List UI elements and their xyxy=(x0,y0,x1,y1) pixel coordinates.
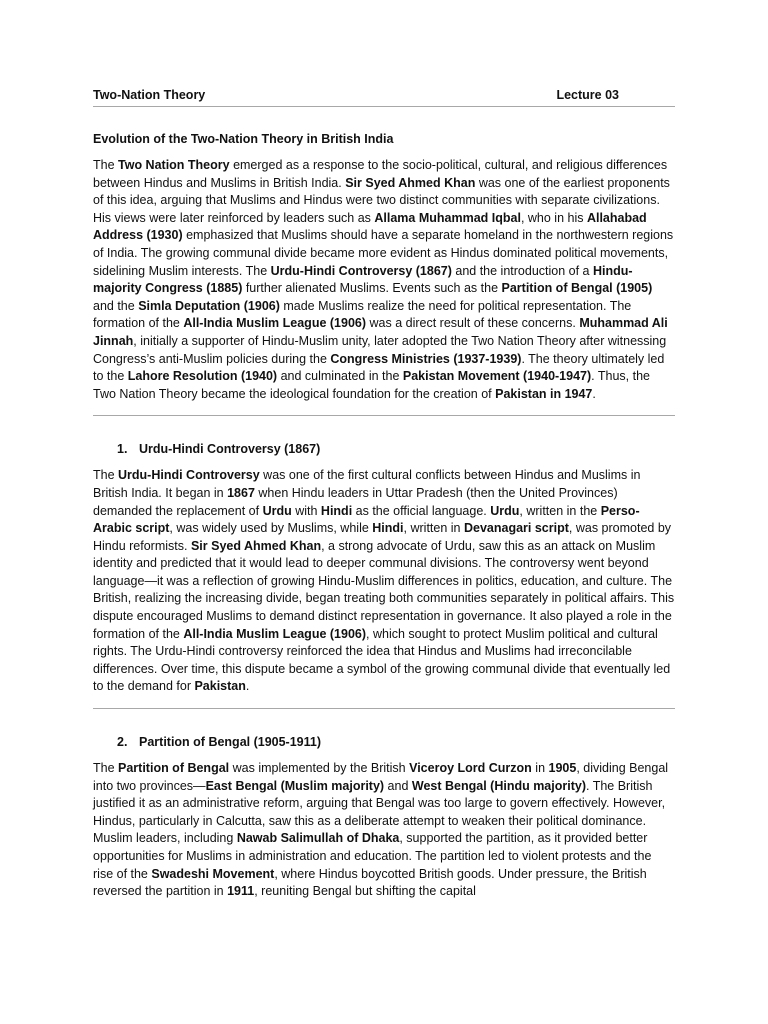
text-run: . xyxy=(592,386,596,401)
page-content xyxy=(93,86,675,901)
bold-term: Pakistan xyxy=(194,679,246,694)
bold-term: All-India Muslim League (1906) xyxy=(183,626,367,641)
bold-term: Urdu-Hindi Controversy (1867) xyxy=(270,263,452,278)
text-run: , initially a supporter of Hindu-Muslim unity, later adopted the Two Nation Theory after witnessing Congress’s anti-Muslim policies during the xyxy=(93,333,667,366)
bold-term: Allahabad Address (1930) xyxy=(93,210,647,243)
section-paragraph-urdu-hindi xyxy=(93,467,675,696)
text-run: . xyxy=(245,679,250,694)
section-heading-partition-bengal xyxy=(117,735,675,749)
text-run: was one of the first cultural conflicts between Hindus and Muslims in British India. It began in xyxy=(93,468,641,500)
bold-term: Simla Deputation (1906) xyxy=(138,298,280,313)
text-run: , who in his xyxy=(520,210,587,225)
bold-term: Perso-Arabic script xyxy=(93,503,640,536)
bold-term: Urdu-Hindi Controversy xyxy=(118,468,260,483)
text-run: emphasized that Muslims should have a separate homeland in the northwestern regions of India. The growing communal divide became more evident as Hindus dominated political movements, sidelining Muslim interests. The xyxy=(93,228,674,278)
intro-heading: Evolution of the Two-Nation Theory in British India xyxy=(93,132,394,146)
text-run: emerged as a response to the socio-political, cultural, and religious differences between Hindus and Muslims in British India. xyxy=(93,158,668,190)
bold-term: West Bengal (Hindu majority) xyxy=(411,778,586,793)
bold-term: Sir Syed Ahmed Khan xyxy=(190,538,322,553)
text-run: . The theory ultimately led to the xyxy=(93,351,665,384)
text-run: , where Hindus boycotted British goods. Under pressure, the British reversed the partition in xyxy=(93,866,647,899)
bold-term: Viceroy Lord Curzon xyxy=(409,761,532,776)
section-title: Partition of Bengal (1905-1911) xyxy=(139,735,322,750)
page-header xyxy=(93,86,675,106)
text-run: as the official language. xyxy=(352,503,491,518)
bold-term: 1867 xyxy=(227,485,255,500)
text-run: , was promoted by Hindu reformists. xyxy=(93,521,672,553)
text-run: , dividing Bengal into two provinces— xyxy=(93,761,669,793)
bold-term: Muhammad Ali Jinnah xyxy=(93,316,668,348)
section-title: Urdu-Hindi Controversy (1867) xyxy=(139,442,321,457)
text-run: with xyxy=(291,503,321,518)
text-run: The xyxy=(93,158,119,172)
text-run: and culminated in the xyxy=(277,369,403,384)
text-run: , was widely used by Muslims, while xyxy=(169,521,373,536)
text-run: , which sought to protect Muslim political and cultural rights. The Urdu-Hindi controversy reinforced the idea that Hindus and Muslims had irreconcilable differences. Over time, this dispute became a symbol of the growing communal divide that eventually led to the demand for xyxy=(93,626,671,694)
bold-term: Pakistan Movement (1940-1947) xyxy=(402,369,592,384)
bold-term: Sir Syed Ahmed Khan xyxy=(345,175,476,190)
header-title: Two-Nation Theory xyxy=(93,88,206,102)
text-run: . Thus, the Two Nation Theory became the ideological foundation for the creation of xyxy=(93,369,650,401)
bold-term: Hindu-majority Congress (1885) xyxy=(93,263,633,296)
section-heading-urdu-hindi xyxy=(117,442,675,456)
text-run: was implemented by the British xyxy=(229,761,410,776)
text-run: was a direct result of these concerns. xyxy=(366,316,580,331)
text-run: was one of the earliest proponents of this idea, arguing that Muslims and Hindus were two distinct communities with separate civilizations. His views were later reinforced by leaders such as xyxy=(93,175,670,225)
section-divider xyxy=(93,415,675,416)
bold-term: Allama Muhammad Iqbal xyxy=(374,210,521,225)
text-run: when Hindu leaders in Uttar Pradesh (then the United Provinces) demanded the replacement of xyxy=(93,485,618,518)
header-lecture-number: Lecture 03 xyxy=(556,88,619,102)
section-paragraph-partition-bengal xyxy=(93,760,675,901)
bold-term: Pakistan in 1947 xyxy=(495,386,593,401)
bold-term: Devanagari script xyxy=(463,521,569,536)
text-run: further alienated Muslims. Events such as the xyxy=(242,281,502,296)
bold-term: Two Nation Theory xyxy=(118,158,230,172)
bold-term: Urdu xyxy=(490,503,520,518)
bold-term: Partition of Bengal (1905) xyxy=(501,281,653,296)
text-run: The xyxy=(93,468,119,483)
header-divider xyxy=(93,106,675,107)
bold-term: East Bengal (Muslim majority) xyxy=(205,778,385,793)
bold-term: All-India Muslim League (1906) xyxy=(183,316,367,331)
text-run: and the introduction of a xyxy=(451,263,593,278)
text-run: , a strong advocate of Urdu, saw this as an attack on Muslim identity and predicted that it would lead to deeper communal divisions. The controversy went beyond language—it was a reflection of growing Hindu-Muslim differences in politics, education, and culture. The British, realizing the increasing divide, began treating both communities separately in political affairs. This dispute encouraged Muslims to demand distinct representation in governance. It also played a role in the formation of the xyxy=(93,538,675,641)
intro-paragraph xyxy=(93,157,675,403)
text-run: and xyxy=(384,778,412,793)
bold-term: Congress Ministries (1937-1939) xyxy=(330,351,522,366)
bold-term: Lahore Resolution (1940) xyxy=(127,369,278,384)
bold-term: Partition of Bengal xyxy=(118,761,230,776)
text-run: and the xyxy=(93,298,139,313)
text-run: in xyxy=(531,761,549,776)
text-run: made Muslims realize the need for political representation. The formation of the xyxy=(93,298,632,331)
bold-term: Hindi xyxy=(372,521,404,536)
text-run: , written in the xyxy=(519,503,601,518)
bold-term: Swadeshi Movement xyxy=(151,866,275,881)
text-run: . The British justified it as an administrative reform, arguing that Bengal was too large to govern effectively. However, Hindus, particularly in Calcutta, saw this as a deliberate attempt to weaken their political dominance. Muslim leaders, including xyxy=(93,778,666,846)
text-run: , supported the partition, as it provided better opportunities for Muslims in administration and education. The partition led to violent protests and the rise of the xyxy=(93,831,652,881)
section-divider xyxy=(93,708,675,709)
bold-term: Urdu xyxy=(262,503,292,518)
bold-term: 1905 xyxy=(548,761,577,776)
text-run: , reuniting Bengal but shifting the capital xyxy=(254,884,476,899)
bold-term: 1911 xyxy=(227,884,255,899)
text-run: , written in xyxy=(403,521,464,536)
bold-term: Nawab Salimullah of Dhaka xyxy=(236,831,400,846)
text-run: The xyxy=(93,761,119,776)
section-number: 1. xyxy=(117,442,128,457)
section-number: 2. xyxy=(117,735,128,750)
bold-term: Hindi xyxy=(320,503,353,518)
